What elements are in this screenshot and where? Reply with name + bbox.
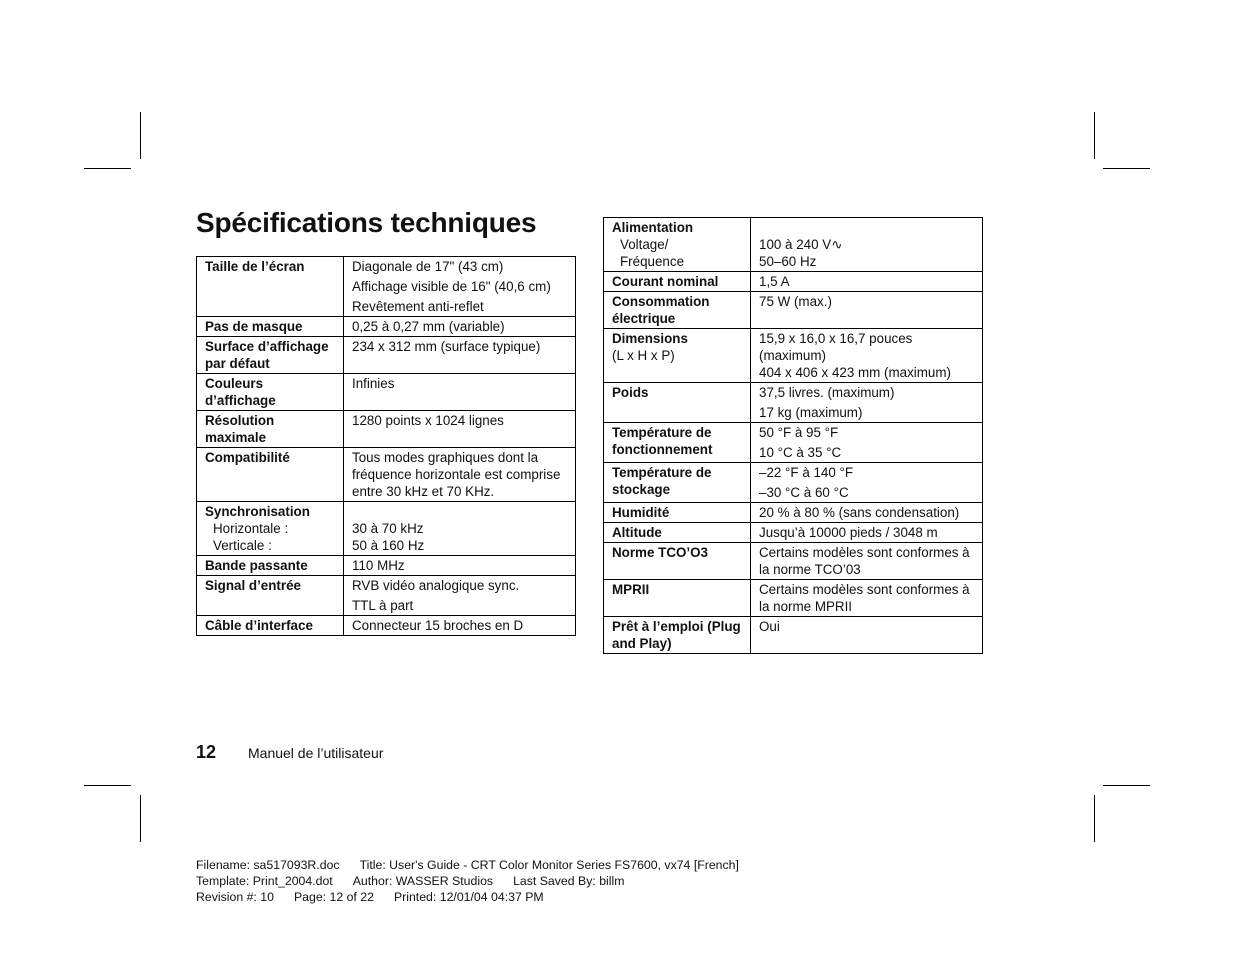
spec-value: 50 à 160 Hz — [352, 538, 425, 553]
spec-label: Prêt à l’emploi (Plug and Play) — [612, 619, 741, 651]
spec-value-cell — [344, 502, 576, 556]
spec-value-cell — [344, 411, 576, 448]
specs-table-left — [196, 256, 576, 636]
spec-label: Signal d’entrée — [205, 578, 301, 593]
spec-label-cell — [604, 272, 751, 292]
spec-sublabel: Horizontale : — [213, 521, 289, 536]
document-footer — [196, 857, 739, 905]
spec-label-cell — [604, 292, 751, 329]
spec-label: Résolution maximale — [205, 413, 275, 445]
spec-row — [604, 617, 983, 654]
spec-label: Humidité — [612, 505, 670, 520]
spec-label-cell — [604, 580, 751, 617]
spec-row — [604, 463, 983, 503]
spec-value-cell — [751, 272, 983, 292]
spec-value: 1,5 A — [759, 274, 790, 289]
spec-label: Synchronisation — [205, 504, 310, 519]
crop-mark-bottom-left-vertical — [140, 795, 141, 842]
spec-row — [604, 503, 983, 523]
spec-value — [352, 503, 568, 520]
spec-label-cell — [604, 423, 751, 463]
spec-value: –30 °C à 60 °C — [759, 485, 849, 500]
spec-row — [197, 502, 576, 556]
footer-title: Title: User's Guide - CRT Color Monitor Series FS7600, vx74 [French] — [359, 858, 739, 872]
spec-label: Courant nominal — [612, 274, 719, 289]
footer-printed: Printed: 12/01/04 04:37 PM — [393, 890, 544, 904]
spec-value: 0,25 à 0,27 mm (variable) — [352, 319, 505, 334]
spec-value: 100 à 240 V∿ — [759, 237, 843, 252]
spec-label-cell — [197, 374, 344, 411]
spec-row — [197, 337, 576, 374]
spec-value-cell — [751, 523, 983, 543]
spec-value: 15,9 x 16,0 x 16,7 pouces (maximum) — [759, 331, 913, 363]
manual-title: Manuel de l’utilisateur — [248, 745, 384, 761]
spec-value: 75 W (max.) — [759, 294, 832, 309]
spec-row — [604, 218, 983, 272]
spec-value: Certains modèles sont conformes à la norme TCO’03 — [759, 545, 970, 577]
spec-row — [604, 272, 983, 292]
spec-row — [197, 616, 576, 636]
spec-sublabel: Voltage/ — [620, 237, 669, 252]
spec-value-cell — [751, 423, 983, 463]
spec-value-cell — [751, 292, 983, 329]
footer-author: Author: WASSER Studios — [352, 874, 494, 888]
spec-row — [197, 317, 576, 337]
crop-mark-bottom-left-horizontal — [84, 785, 131, 786]
spec-label: Couleurs d’affichage — [205, 376, 276, 408]
spec-label-cell — [197, 576, 344, 616]
crop-mark-top-left-vertical — [140, 112, 141, 159]
spec-label: Dimensions — [612, 331, 688, 346]
spec-label-cell — [604, 329, 751, 383]
spec-label-cell — [197, 317, 344, 337]
spec-value-cell — [751, 463, 983, 503]
spec-row — [604, 423, 983, 463]
spec-label: Bande passante — [205, 558, 308, 573]
spec-row — [604, 292, 983, 329]
spec-value: TTL à part — [352, 598, 414, 613]
spec-label-cell — [197, 411, 344, 448]
footer-row-2 — [196, 873, 739, 889]
spec-label-cell — [604, 617, 751, 654]
spec-label: MPRII — [612, 582, 650, 597]
spec-value: Jusqu’à 10000 pieds / 3048 m — [759, 525, 938, 540]
spec-sublabel: Fréquence — [620, 254, 685, 269]
spec-value: Diagonale de 17" (43 cm) — [352, 259, 504, 274]
spec-value: –22 °F à 140 °F — [759, 465, 854, 480]
crop-mark-top-left-horizontal — [84, 168, 131, 169]
spec-label-cell — [604, 383, 751, 423]
spec-row — [604, 329, 983, 383]
spec-value: 37,5 livres. (maximum) — [759, 385, 895, 400]
spec-label-cell — [197, 616, 344, 636]
spec-value-cell — [751, 543, 983, 580]
spec-label-cell — [604, 543, 751, 580]
spec-value-cell — [344, 317, 576, 337]
spec-value: 10 °C à 35 °C — [759, 445, 842, 460]
spec-label: Altitude — [612, 525, 662, 540]
spec-label-cell — [604, 503, 751, 523]
spec-value: 234 x 312 mm (surface typique) — [352, 339, 541, 354]
spec-value-cell — [751, 218, 983, 272]
spec-value-cell — [344, 448, 576, 502]
spec-row — [197, 257, 576, 317]
crop-mark-bottom-right-horizontal — [1103, 785, 1150, 786]
spec-value: 30 à 70 kHz — [352, 521, 424, 536]
spec-value-cell — [751, 617, 983, 654]
spec-value: 50 °F à 95 °F — [759, 425, 839, 440]
spec-value: Revêtement anti-reflet — [352, 299, 484, 314]
spec-value-cell — [344, 257, 576, 317]
spec-label: Surface d’affichage par défaut — [205, 339, 329, 371]
spec-value: Certains modèles sont conformes à la norme MPRII — [759, 582, 970, 614]
spec-row — [604, 523, 983, 543]
spec-label-cell — [197, 502, 344, 556]
spec-label: Alimentation — [612, 220, 694, 235]
specs-table-right — [603, 217, 983, 654]
spec-value-cell — [751, 503, 983, 523]
spec-value-cell — [344, 337, 576, 374]
footer-last-saved: Last Saved By: billm — [513, 874, 625, 888]
spec-value: Oui — [759, 619, 780, 634]
spec-label: Consommation électrique — [612, 294, 710, 326]
spec-value — [759, 219, 975, 236]
footer-template: Template: Print_2004.dot — [196, 874, 333, 888]
spec-value: 404 x 406 x 423 mm (maximum) — [759, 365, 951, 380]
spec-value-cell — [751, 383, 983, 423]
page-number: 12 — [196, 742, 217, 762]
spec-value: 1280 points x 1024 lignes — [352, 413, 504, 428]
spec-value-cell — [344, 576, 576, 616]
crop-mark-top-right-vertical — [1094, 112, 1095, 159]
spec-value: Tous modes graphiques dont la fréquence horizontale est comprise entre 30 kHz et 70 KHz. — [352, 450, 561, 499]
spec-label-cell — [197, 448, 344, 502]
spec-value: Connecteur 15 broches en D — [352, 618, 524, 633]
spec-label-cell — [604, 463, 751, 503]
spec-value: 50–60 Hz — [759, 254, 817, 269]
spec-label: Norme TCO’O3 — [612, 545, 708, 560]
spec-label: Température de stockage — [612, 465, 712, 497]
spec-label: Pas de masque — [205, 319, 303, 334]
spec-value: Infinies — [352, 376, 395, 391]
spec-row — [197, 411, 576, 448]
footer-page: Page: 12 of 22 — [293, 890, 374, 904]
spec-label-cell — [604, 218, 751, 272]
spec-row — [197, 556, 576, 576]
spec-row — [197, 448, 576, 502]
spec-label: Câble d’interface — [205, 618, 313, 633]
spec-value: RVB vidéo analogique sync. — [352, 578, 520, 593]
crop-mark-bottom-right-vertical — [1094, 795, 1095, 842]
spec-row — [604, 543, 983, 580]
spec-row — [604, 383, 983, 423]
spec-value-cell — [344, 556, 576, 576]
footer-row-3 — [196, 889, 739, 905]
spec-value: 110 MHz — [352, 558, 405, 573]
spec-label: Compatibilité — [205, 450, 290, 465]
crop-mark-top-right-horizontal — [1103, 168, 1150, 169]
spec-label: Température de fonctionnement — [612, 425, 713, 457]
spec-sublabel: Verticale : — [213, 538, 272, 553]
spec-label-cell — [197, 337, 344, 374]
spec-value-cell — [344, 374, 576, 411]
spec-label-cell — [604, 523, 751, 543]
footer-row-1 — [196, 857, 739, 873]
spec-row — [197, 374, 576, 411]
page-title: Spécifications techniques — [196, 207, 537, 238]
spec-row — [604, 580, 983, 617]
spec-sublabel: (L x H x P) — [612, 348, 675, 363]
spec-value: Affichage visible de 16" (40,6 cm) — [352, 279, 551, 294]
spec-label: Taille de l’écran — [205, 259, 305, 274]
spec-label-cell — [197, 556, 344, 576]
spec-value-cell — [751, 329, 983, 383]
footer-revision: Revision #: 10 — [196, 890, 274, 904]
spec-value: 17 kg (maximum) — [759, 405, 863, 420]
footer-filename: Filename: sa517093R.doc — [196, 858, 340, 872]
spec-label-cell — [197, 257, 344, 317]
spec-row — [197, 576, 576, 616]
spec-value-cell — [344, 616, 576, 636]
spec-value-cell — [751, 580, 983, 617]
spec-label: Poids — [612, 385, 649, 400]
spec-value: 20 % à 80 % (sans condensation) — [759, 505, 960, 520]
